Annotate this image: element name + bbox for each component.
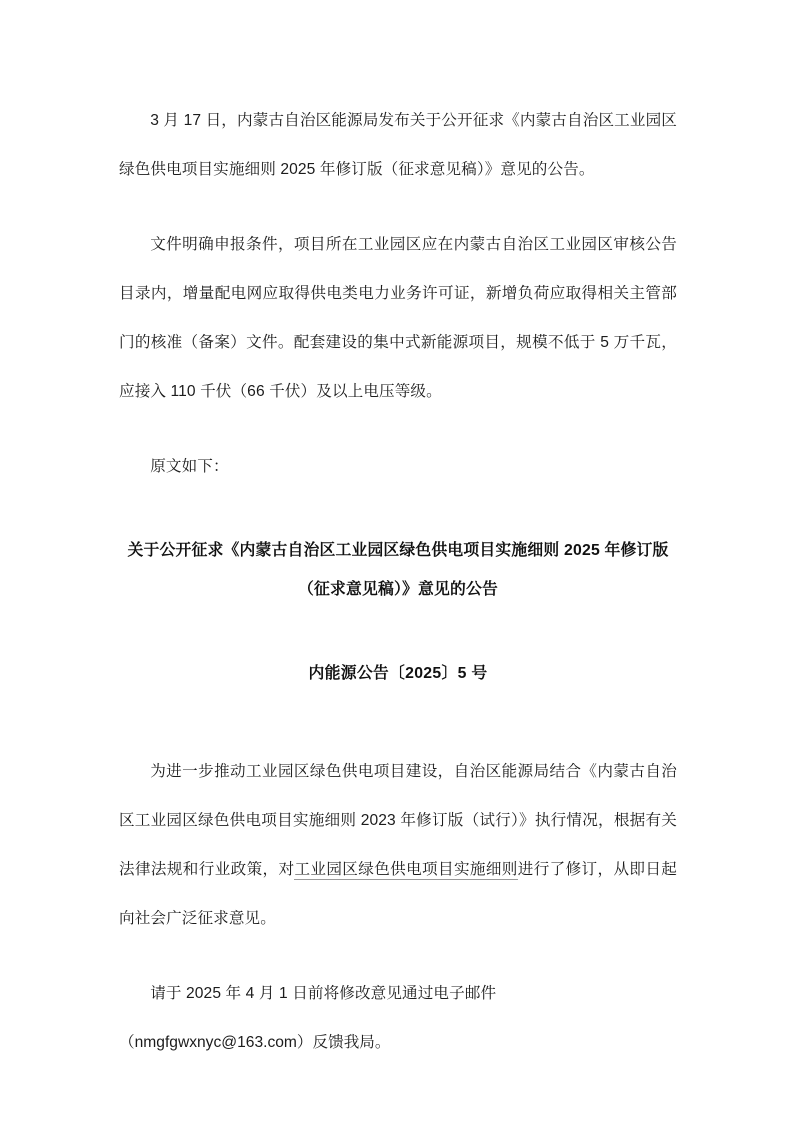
original-text-label: 原文如下：: [150, 458, 229, 475]
email-close-text: ）反馈我局。: [296, 1034, 391, 1051]
announcement-doc-number: 内能源公告〔2025〕5 号: [308, 665, 488, 682]
paragraph-intro: 3 月 17 日，内蒙古自治区能源局发布关于公开征求《内蒙古自治区工业园区绿色供电项目实施细则 2025 年修订版（征求意见稿）》意见的公告。: [119, 112, 677, 178]
paragraph-spacer: [119, 416, 677, 442]
revision-notice-part-2: 进行了修订，从即日起向社会广泛征求意见。: [119, 861, 677, 927]
body-spacer: [119, 689, 677, 747]
feedback-email-address: nmgfgwxnyc@163.com: [134, 1034, 297, 1051]
document-content: [119, 96, 677, 1067]
announcement-title: 关于公开征求《内蒙古自治区工业园区绿色供电项目实施细则 2025 年修订版（征求意见稿）》意见的公告: [127, 542, 669, 598]
paragraph-feedback: [119, 969, 677, 1018]
revision-notice-underlined-term: 工业园区绿色供电项目实施细则: [294, 861, 518, 878]
paragraph-spacer: [119, 194, 677, 220]
title-spacer: [119, 491, 677, 531]
docnum-spacer: [119, 609, 677, 659]
revision-notice-part-1: 为进一步推动工业园区绿色供电项目建设，自治区能源局结合《内蒙古自治区工业园区绿色供电项目实施细则 2023 年修订版（试行）》执行情况，根据有关法律法规和行业政策，对: [119, 763, 677, 878]
paragraph-filing-conditions: 文件明确申报条件，项目所在工业园区应在内蒙古自治区工业园区审核公告目录内，增量配电网应取得供电类电力业务许可证，新增负荷应取得相关主管部门的核准（备案）文件。配套建设的集中式新能源项目，规模不低于 5 万千瓦，应接入 110 千伏（66 千伏）及以上电压等级。: [119, 236, 677, 400]
email-open-paren: （: [119, 1034, 135, 1051]
paragraph-revision-notice: [119, 747, 677, 943]
paragraph-feedback-email: [119, 1018, 677, 1067]
paragraph-spacer: [119, 943, 677, 969]
feedback-instruction-line: 请于 2025 年 4 月 1 日前将修改意见通过电子邮件: [150, 985, 497, 1002]
